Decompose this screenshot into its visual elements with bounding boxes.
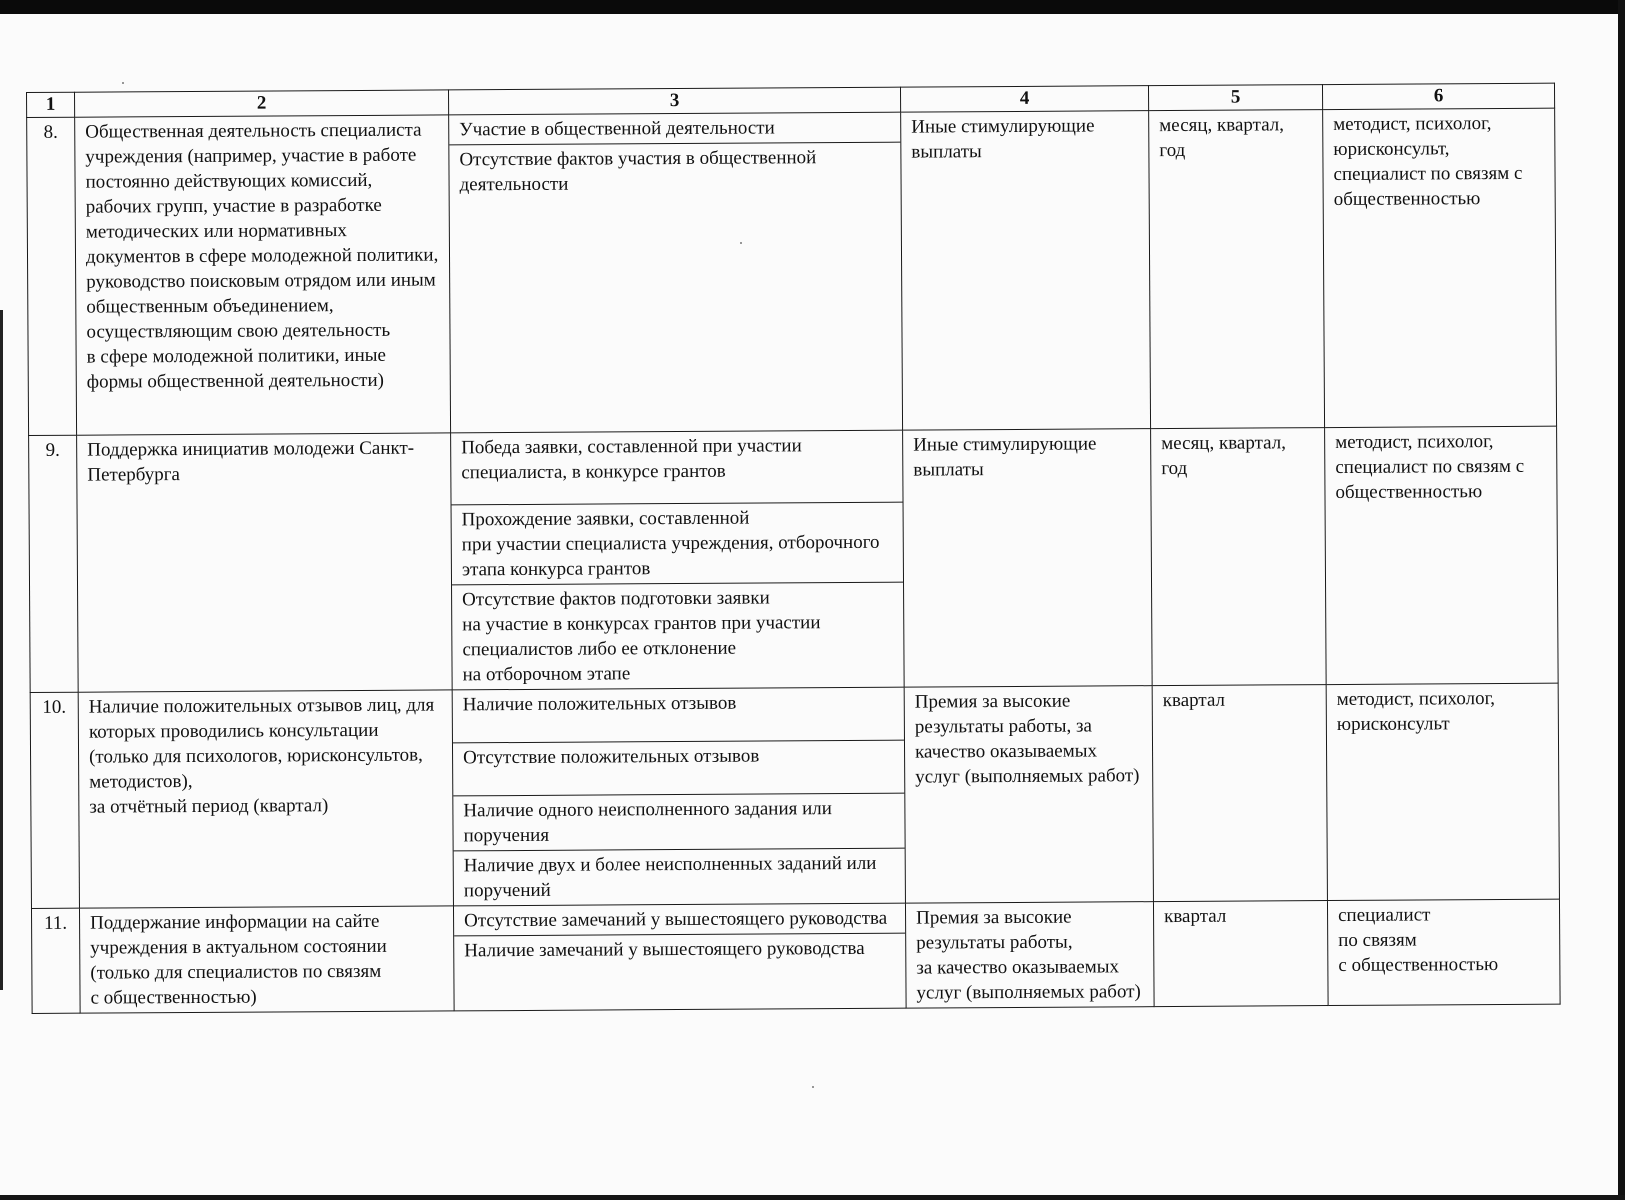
row-payment-type: Премия за высокие результаты работы, за качество оказываемых услуг (выполняемых работ) — [904, 686, 1153, 904]
row-positions: методист, психолог, юрисконсульт — [1326, 683, 1559, 900]
criterion-item: Наличие двух и более неисполненных заданий или поручений — [463, 852, 877, 902]
table-row — [31, 899, 1560, 1013]
row-number: 9. — [29, 435, 79, 692]
row-description: Поддержание информации на сайте учреждения в актуальном состоянии (только для специалистов по связям с общественностью) — [79, 906, 454, 1013]
row-criteria — [453, 903, 906, 1011]
row-criteria — [451, 430, 905, 690]
scan-edge-bottom — [0, 1195, 1625, 1200]
row-positions: методист, психолог, юрисконсульт, специалист по связям с общественностью — [1323, 108, 1557, 427]
criterion-item: Отсутствие фактов подготовки заявки на участие в конкурсах грантов при участии специалистов либо ее отклонение на отборочном этапе — [462, 587, 821, 686]
scan-edge-top — [0, 0, 1625, 14]
criterion-item: Наличие одного неисполненного задания или поручения — [453, 794, 904, 852]
header-col-3: 3 — [448, 87, 900, 115]
stimulus-criteria-table — [26, 83, 1561, 1014]
criterion-item: Участие в общественной деятельности — [449, 113, 900, 146]
header-col-1: 1 — [27, 92, 75, 117]
criterion-item: Прохождение заявки, составленной при участии специалиста учреждения, отборочного этапа конкурса грантов — [452, 503, 903, 586]
table-row — [30, 683, 1559, 908]
row-payment-type: Иные стимулирующие выплаты — [901, 111, 1151, 431]
criterion-item: Отсутствие фактов участия в общественной деятельности — [459, 147, 817, 196]
row-number: 11. — [31, 908, 80, 1013]
row-period: месяц, квартал, год — [1149, 110, 1325, 429]
row-payment-type: Иные стимулирующие выплаты — [903, 429, 1153, 688]
scan-speck — [122, 82, 124, 84]
header-col-2: 2 — [75, 90, 449, 117]
header-col-6: 6 — [1322, 83, 1554, 109]
row-criteria — [452, 687, 905, 906]
row-positions: методист, психолог, специалист по связям с общественностью — [1325, 426, 1559, 684]
scan-speck — [812, 1086, 814, 1088]
scan-edge-right — [1618, 0, 1625, 1200]
criterion-item: Наличие положительных отзывов — [453, 688, 904, 744]
row-description: Наличие положительных отзывов лиц, для которых проводились консультации (только для психологов, юрисконсультов, методистов), за отчётный период (квартал) — [78, 690, 453, 908]
criterion-item: Наличие замечаний у вышестоящего руководства — [464, 937, 865, 962]
row-description: Поддержка инициатив молодежи Санкт-Петербурга — [77, 433, 453, 692]
table-row — [29, 426, 1559, 692]
criterion-item: Отсутствие замечаний у вышестоящего руководства — [454, 904, 905, 937]
row-number: 10. — [30, 692, 79, 908]
header-col-4: 4 — [900, 86, 1148, 113]
header-col-5: 5 — [1148, 85, 1322, 111]
row-period: квартал — [1152, 685, 1327, 902]
row-period: квартал — [1153, 901, 1328, 1007]
row-description: Общественная деятельность специалиста учреждения (например, участие в работе постоянно действующих комиссий, рабочих групп, участие в разработке методических или нормативных документов в сфере молодежной политики, руководство поисковым отрядом или иным общественным объединением, осуществляющим свою деятельность в сфере молодежной политики, иные формы общественной деятельности) — [75, 115, 451, 435]
row-number: 8. — [27, 117, 77, 435]
scan-edge-left — [0, 310, 3, 990]
row-positions: специалист по связям с общественностью — [1327, 899, 1560, 1005]
table-row — [27, 108, 1557, 435]
row-payment-type: Премия за высокие результаты работы, за качество оказываемых услуг (выполняемых работ) — [905, 902, 1154, 1009]
criterion-item: Победа заявки, составленной при участии специалиста, в конкурсе грантов — [451, 431, 902, 506]
row-criteria — [449, 112, 903, 433]
row-period: месяц, квартал, год — [1151, 428, 1327, 686]
criterion-item: Отсутствие положительных отзывов — [453, 741, 904, 797]
